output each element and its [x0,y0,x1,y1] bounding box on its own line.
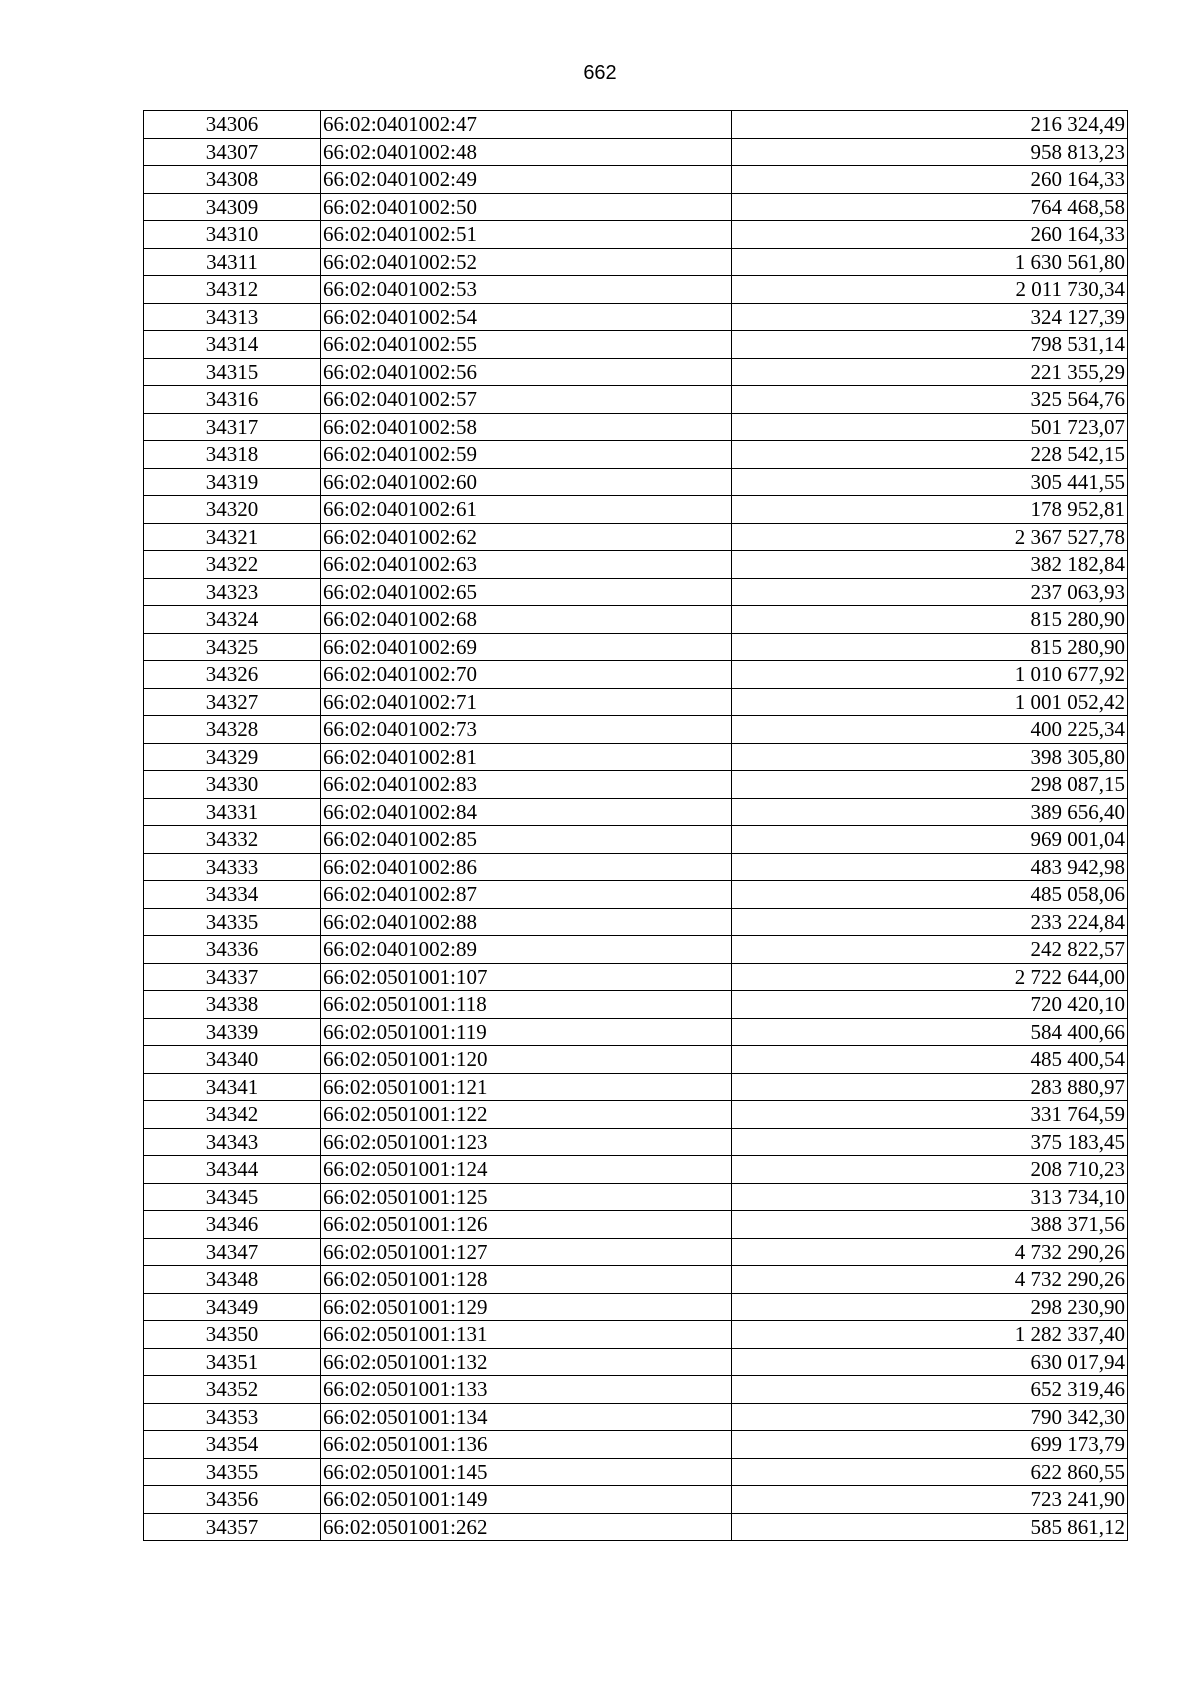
row-number-cell: 34350 [144,1321,321,1349]
table-row [144,1293,1128,1321]
row-number-cell: 34308 [144,166,321,194]
cadastral-value-cell: 4 732 290,26 [732,1238,1128,1266]
row-number-cell: 34340 [144,1046,321,1074]
cadastral-value-cell: 208 710,23 [732,1156,1128,1184]
row-number-cell: 34306 [144,111,321,139]
row-number-cell: 34342 [144,1101,321,1129]
row-number-cell: 34323 [144,578,321,606]
table-row [144,166,1128,194]
cadastral-value-cell: 969 001,04 [732,826,1128,854]
cadastral-value-cell: 1 630 561,80 [732,248,1128,276]
table-row [144,1183,1128,1211]
cadastral-value-cell: 720 420,10 [732,991,1128,1019]
cadastral-value-cell: 398 305,80 [732,743,1128,771]
cadastral-value-cell: 764 468,58 [732,193,1128,221]
row-number-cell: 34349 [144,1293,321,1321]
cadastral-value-cell: 178 952,81 [732,496,1128,524]
row-number-cell: 34307 [144,138,321,166]
table-row [144,716,1128,744]
cadastral-value-cell: 630 017,94 [732,1348,1128,1376]
cadastral-number-cell: 66:02:0501001:129 [321,1293,732,1321]
cadastral-number-cell: 66:02:0401002:70 [321,661,732,689]
table-row [144,221,1128,249]
row-number-cell: 34348 [144,1266,321,1294]
cadastral-value-cell: 485 400,54 [732,1046,1128,1074]
cadastral-number-cell: 66:02:0501001:127 [321,1238,732,1266]
table-row [144,111,1128,139]
row-number-cell: 34326 [144,661,321,689]
table-body [144,111,1128,1541]
table-row [144,771,1128,799]
row-number-cell: 34354 [144,1431,321,1459]
cadastral-number-cell: 66:02:0401002:71 [321,688,732,716]
cadastral-number-cell: 66:02:0401002:58 [321,413,732,441]
cadastral-value-cell: 790 342,30 [732,1403,1128,1431]
row-number-cell: 34328 [144,716,321,744]
table-row [144,1403,1128,1431]
table-row [144,578,1128,606]
cadastral-value-cell: 388 371,56 [732,1211,1128,1239]
cadastral-value-cell: 622 860,55 [732,1458,1128,1486]
table-row [144,193,1128,221]
table-row [144,826,1128,854]
row-number-cell: 34337 [144,963,321,991]
table-row [144,606,1128,634]
cadastral-number-cell: 66:02:0501001:131 [321,1321,732,1349]
cadastral-value-cell: 325 564,76 [732,386,1128,414]
table-row [144,138,1128,166]
cadastral-value-cell: 324 127,39 [732,303,1128,331]
cadastral-value-cell: 4 732 290,26 [732,1266,1128,1294]
row-number-cell: 34321 [144,523,321,551]
row-number-cell: 34341 [144,1073,321,1101]
row-number-cell: 34331 [144,798,321,826]
table-row [144,551,1128,579]
table-row [144,1458,1128,1486]
table-row [144,1211,1128,1239]
cadastral-number-cell: 66:02:0401002:86 [321,853,732,881]
row-number-cell: 34334 [144,881,321,909]
cadastral-value-cell: 400 225,34 [732,716,1128,744]
table-row [144,1431,1128,1459]
row-number-cell: 34357 [144,1513,321,1541]
cadastral-number-cell: 66:02:0401002:61 [321,496,732,524]
table-row [144,1513,1128,1541]
cadastral-number-cell: 66:02:0501001:125 [321,1183,732,1211]
cadastral-number-cell: 66:02:0401002:48 [321,138,732,166]
cadastral-value-cell: 501 723,07 [732,413,1128,441]
table-row [144,468,1128,496]
row-number-cell: 34311 [144,248,321,276]
cadastral-number-cell: 66:02:0501001:119 [321,1018,732,1046]
table-row [144,688,1128,716]
cadastral-number-cell: 66:02:0401002:59 [321,441,732,469]
table-row [144,496,1128,524]
row-number-cell: 34325 [144,633,321,661]
cadastral-number-cell: 66:02:0501001:262 [321,1513,732,1541]
cadastral-value-cell: 798 531,14 [732,331,1128,359]
table-row [144,248,1128,276]
table-row [144,331,1128,359]
cadastral-value-cell: 375 183,45 [732,1128,1128,1156]
row-number-cell: 34345 [144,1183,321,1211]
cadastral-number-cell: 66:02:0401002:55 [321,331,732,359]
cadastral-number-cell: 66:02:0501001:120 [321,1046,732,1074]
cadastral-value-cell: 382 182,84 [732,551,1128,579]
table-row [144,413,1128,441]
cadastral-number-cell: 66:02:0501001:121 [321,1073,732,1101]
row-number-cell: 34310 [144,221,321,249]
row-number-cell: 34339 [144,1018,321,1046]
row-number-cell: 34336 [144,936,321,964]
cadastral-value-cell: 585 861,12 [732,1513,1128,1541]
cadastral-number-cell: 66:02:0501001:136 [321,1431,732,1459]
cadastral-value-cell: 958 813,23 [732,138,1128,166]
row-number-cell: 34315 [144,358,321,386]
row-number-cell: 34320 [144,496,321,524]
cadastral-number-cell: 66:02:0501001:126 [321,1211,732,1239]
cadastral-value-cell: 699 173,79 [732,1431,1128,1459]
cadastral-value-cell: 237 063,93 [732,578,1128,606]
cadastral-value-cell: 228 542,15 [732,441,1128,469]
cadastral-number-cell: 66:02:0401002:56 [321,358,732,386]
cadastral-number-cell: 66:02:0401002:73 [321,716,732,744]
table-row [144,1238,1128,1266]
row-number-cell: 34356 [144,1486,321,1514]
cadastral-value-cell: 283 880,97 [732,1073,1128,1101]
table-row [144,303,1128,331]
cadastral-number-cell: 66:02:0401002:62 [321,523,732,551]
row-number-cell: 34324 [144,606,321,634]
table-row [144,1128,1128,1156]
table-row [144,853,1128,881]
table-row [144,1486,1128,1514]
cadastral-number-cell: 66:02:0501001:145 [321,1458,732,1486]
row-number-cell: 34351 [144,1348,321,1376]
cadastral-number-cell: 66:02:0401002:60 [321,468,732,496]
cadastral-value-cell: 485 058,06 [732,881,1128,909]
table-row [144,798,1128,826]
table-row [144,276,1128,304]
table-row [144,963,1128,991]
cadastral-number-cell: 66:02:0401002:63 [321,551,732,579]
table-row [144,881,1128,909]
table-row [144,1073,1128,1101]
table-row [144,743,1128,771]
cadastral-value-cell: 242 822,57 [732,936,1128,964]
row-number-cell: 34317 [144,413,321,441]
row-number-cell: 34322 [144,551,321,579]
table-row [144,386,1128,414]
cadastral-value-cell: 1 010 677,92 [732,661,1128,689]
row-number-cell: 34353 [144,1403,321,1431]
table-row [144,1101,1128,1129]
cadastral-number-cell: 66:02:0501001:149 [321,1486,732,1514]
cadastral-number-cell: 66:02:0501001:132 [321,1348,732,1376]
cadastral-value-cell: 305 441,55 [732,468,1128,496]
table-row [144,441,1128,469]
row-number-cell: 34352 [144,1376,321,1404]
cadastral-value-cell: 1 001 052,42 [732,688,1128,716]
cadastral-number-cell: 66:02:0401002:68 [321,606,732,634]
row-number-cell: 34314 [144,331,321,359]
cadastral-value-cell: 723 241,90 [732,1486,1128,1514]
table-row [144,633,1128,661]
cadastral-number-cell: 66:02:0401002:49 [321,166,732,194]
row-number-cell: 34319 [144,468,321,496]
cadastral-value-cell: 815 280,90 [732,606,1128,634]
cadastral-number-cell: 66:02:0401002:85 [321,826,732,854]
table-row [144,908,1128,936]
cadastral-value-cell: 2 011 730,34 [732,276,1128,304]
cadastral-number-cell: 66:02:0501001:107 [321,963,732,991]
cadastral-number-cell: 66:02:0501001:133 [321,1376,732,1404]
cadastral-value-table [143,110,1128,1541]
cadastral-value-cell: 260 164,33 [732,221,1128,249]
cadastral-number-cell: 66:02:0401002:47 [321,111,732,139]
cadastral-number-cell: 66:02:0401002:88 [321,908,732,936]
cadastral-value-cell: 313 734,10 [732,1183,1128,1211]
cadastral-value-cell: 298 087,15 [732,771,1128,799]
table-row [144,1376,1128,1404]
cadastral-number-cell: 66:02:0401002:50 [321,193,732,221]
cadastral-number-cell: 66:02:0401002:81 [321,743,732,771]
table-row [144,1348,1128,1376]
row-number-cell: 34330 [144,771,321,799]
cadastral-number-cell: 66:02:0401002:87 [321,881,732,909]
row-number-cell: 34347 [144,1238,321,1266]
row-number-cell: 34344 [144,1156,321,1184]
row-number-cell: 34318 [144,441,321,469]
cadastral-value-cell: 298 230,90 [732,1293,1128,1321]
row-number-cell: 34313 [144,303,321,331]
cadastral-number-cell: 66:02:0401002:53 [321,276,732,304]
table-row [144,1018,1128,1046]
cadastral-number-cell: 66:02:0401002:57 [321,386,732,414]
row-number-cell: 34333 [144,853,321,881]
table-row [144,1266,1128,1294]
cadastral-number-cell: 66:02:0401002:84 [321,798,732,826]
cadastral-value-cell: 233 224,84 [732,908,1128,936]
table-row [144,358,1128,386]
cadastral-value-cell: 584 400,66 [732,1018,1128,1046]
cadastral-number-cell: 66:02:0401002:54 [321,303,732,331]
cadastral-number-cell: 66:02:0401002:83 [321,771,732,799]
cadastral-number-cell: 66:02:0501001:122 [321,1101,732,1129]
row-number-cell: 34312 [144,276,321,304]
row-number-cell: 34338 [144,991,321,1019]
page-number: 662 [583,62,617,84]
cadastral-number-cell: 66:02:0401002:52 [321,248,732,276]
cadastral-value-cell: 1 282 337,40 [732,1321,1128,1349]
row-number-cell: 34355 [144,1458,321,1486]
table-row [144,1046,1128,1074]
cadastral-number-cell: 66:02:0501001:134 [321,1403,732,1431]
cadastral-number-cell: 66:02:0501001:123 [321,1128,732,1156]
cadastral-value-cell: 331 764,59 [732,1101,1128,1129]
cadastral-number-cell: 66:02:0401002:69 [321,633,732,661]
row-number-cell: 34316 [144,386,321,414]
row-number-cell: 34327 [144,688,321,716]
table-row [144,991,1128,1019]
row-number-cell: 34346 [144,1211,321,1239]
cadastral-value-cell: 221 355,29 [732,358,1128,386]
cadastral-value-cell: 389 656,40 [732,798,1128,826]
cadastral-value-cell: 216 324,49 [732,111,1128,139]
cadastral-number-cell: 66:02:0501001:128 [321,1266,732,1294]
table-row [144,1321,1128,1349]
table-row [144,936,1128,964]
cadastral-value-cell: 483 942,98 [732,853,1128,881]
row-number-cell: 34335 [144,908,321,936]
table-row [144,661,1128,689]
cadastral-value-cell: 815 280,90 [732,633,1128,661]
row-number-cell: 34332 [144,826,321,854]
row-number-cell: 34309 [144,193,321,221]
table-row [144,523,1128,551]
cadastral-value-cell: 652 319,46 [732,1376,1128,1404]
cadastral-number-cell: 66:02:0401002:89 [321,936,732,964]
cadastral-value-cell: 2 367 527,78 [732,523,1128,551]
row-number-cell: 34329 [144,743,321,771]
table-row [144,1156,1128,1184]
cadastral-number-cell: 66:02:0401002:65 [321,578,732,606]
cadastral-value-cell: 2 722 644,00 [732,963,1128,991]
cadastral-value-cell: 260 164,33 [732,166,1128,194]
cadastral-number-cell: 66:02:0401002:51 [321,221,732,249]
cadastral-number-cell: 66:02:0501001:118 [321,991,732,1019]
cadastral-number-cell: 66:02:0501001:124 [321,1156,732,1184]
row-number-cell: 34343 [144,1128,321,1156]
